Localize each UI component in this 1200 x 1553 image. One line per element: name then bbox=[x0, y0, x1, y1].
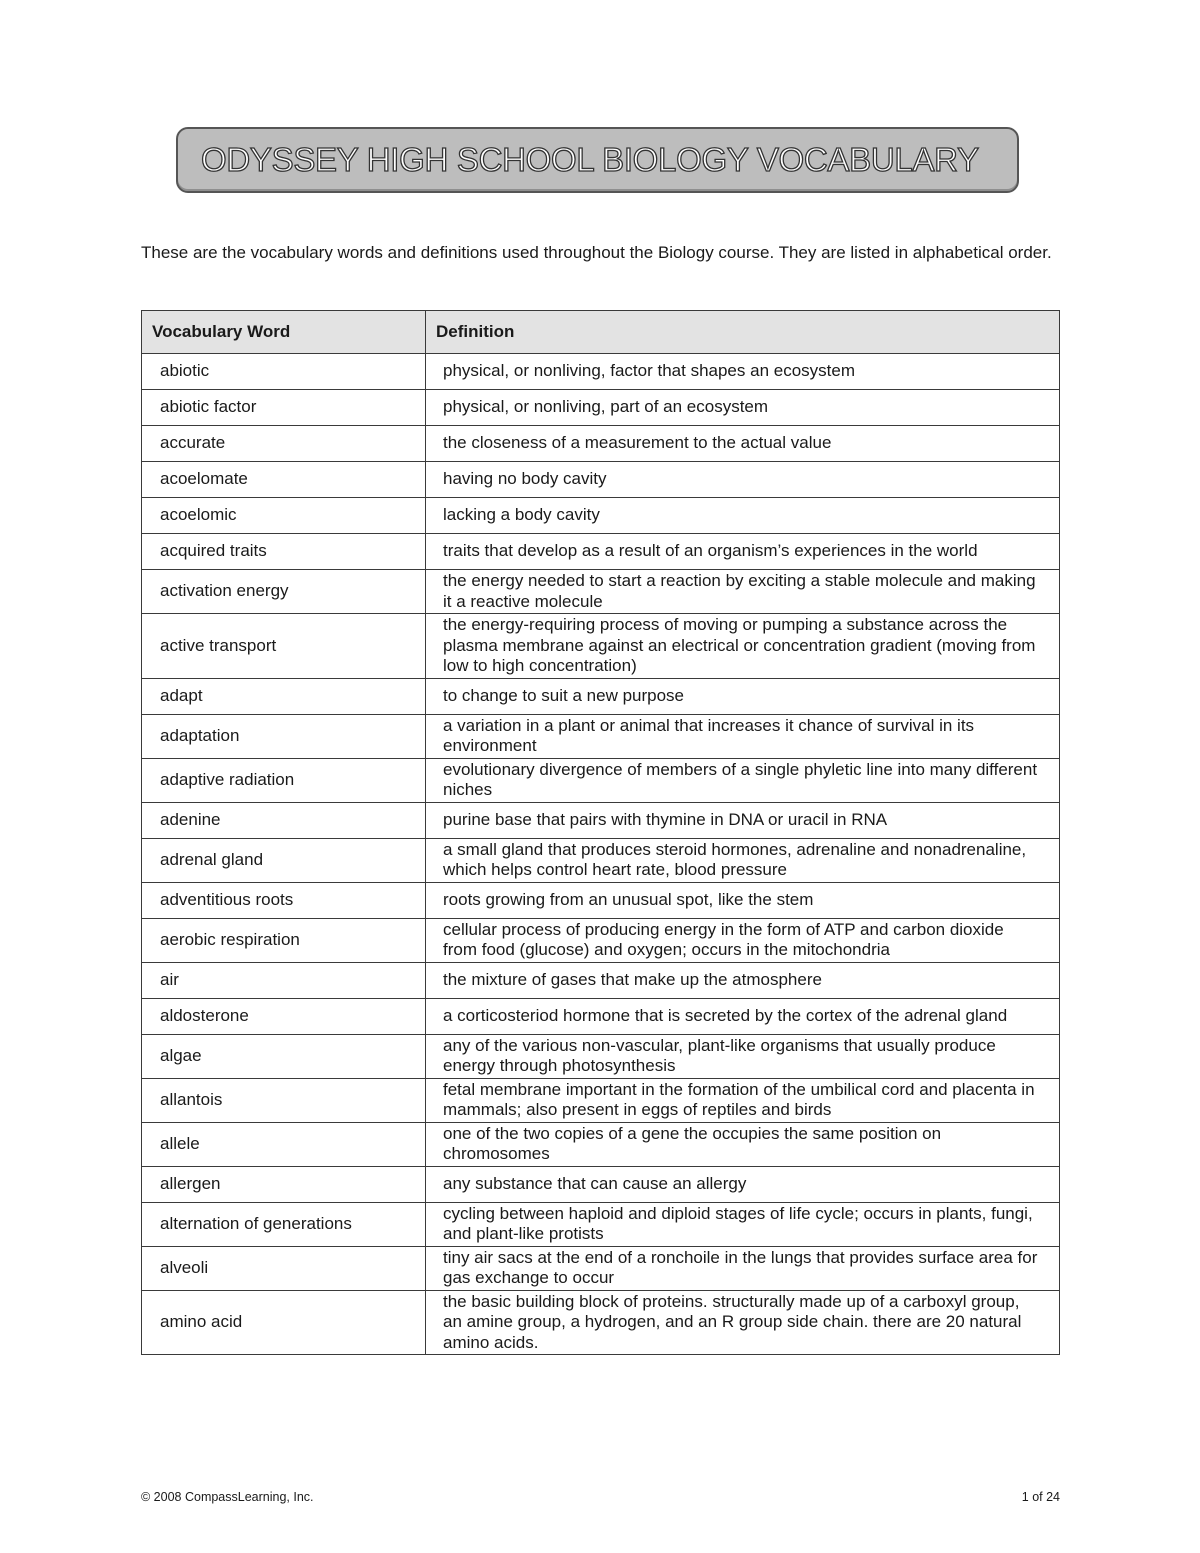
vocabulary-word-cell: adventitious roots bbox=[142, 882, 426, 918]
vocabulary-word-cell: adaptive radiation bbox=[142, 758, 426, 802]
table-row bbox=[142, 1202, 1060, 1246]
table-row bbox=[142, 614, 1060, 679]
table-row bbox=[142, 390, 1060, 426]
definition-cell: the mixture of gases that make up the atmosphere bbox=[426, 962, 1060, 998]
table-row bbox=[142, 1290, 1060, 1355]
table-row bbox=[142, 534, 1060, 570]
table-row bbox=[142, 354, 1060, 390]
vocabulary-word-cell: allele bbox=[142, 1122, 426, 1166]
definition-cell: physical, or nonliving, factor that shapes an ecosystem bbox=[426, 354, 1060, 390]
definition-cell: evolutionary divergence of members of a single phyletic line into many different niches bbox=[426, 758, 1060, 802]
definition-cell: a small gland that produces steroid hormones, adrenaline and nonadrenaline, which helps control heart rate, blood pressure bbox=[426, 838, 1060, 882]
definition-cell: having no body cavity bbox=[426, 462, 1060, 498]
vocabulary-word-cell: adapt bbox=[142, 678, 426, 714]
vocabulary-word-cell: adrenal gland bbox=[142, 838, 426, 882]
vocabulary-word-cell: air bbox=[142, 962, 426, 998]
vocabulary-word-cell: allantois bbox=[142, 1078, 426, 1122]
vocabulary-word-cell: alveoli bbox=[142, 1246, 426, 1290]
table-row bbox=[142, 1166, 1060, 1202]
document-title: ODYSSEY HIGH SCHOOL BIOLOGY VOCABULARY bbox=[201, 141, 979, 178]
table-row bbox=[142, 838, 1060, 882]
definition-cell: traits that develop as a result of an organism’s experiences in the world bbox=[426, 534, 1060, 570]
definition-cell: purine base that pairs with thymine in DNA or uracil in RNA bbox=[426, 802, 1060, 838]
definition-cell: cycling between haploid and diploid stages of life cycle; occurs in plants, fungi, and plant-like protists bbox=[426, 1202, 1060, 1246]
definition-cell: the energy-requiring process of moving or pumping a substance across the plasma membrane against an electrical or concentration gradient (moving from low to high concentration) bbox=[426, 614, 1060, 679]
definition-cell: a corticosteriod hormone that is secreted by the cortex of the adrenal gland bbox=[426, 998, 1060, 1034]
definition-cell: the energy needed to start a reaction by exciting a stable molecule and making it a reactive molecule bbox=[426, 570, 1060, 614]
vocabulary-word-cell: acquired traits bbox=[142, 534, 426, 570]
table-row bbox=[142, 426, 1060, 462]
definition-cell: one of the two copies of a gene the occupies the same position on chromosomes bbox=[426, 1122, 1060, 1166]
definition-cell: fetal membrane important in the formation of the umbilical cord and placenta in mammals; also present in eggs of reptiles and birds bbox=[426, 1078, 1060, 1122]
table-row bbox=[142, 998, 1060, 1034]
table-row bbox=[142, 462, 1060, 498]
table-row bbox=[142, 498, 1060, 534]
vocabulary-word-cell: adaptation bbox=[142, 714, 426, 758]
definition-cell: the basic building block of proteins. structurally made up of a carboxyl group, an amine group, a hydrogen, and an R group side chain. there are 20 natural amino acids. bbox=[426, 1290, 1060, 1355]
definition-cell: lacking a body cavity bbox=[426, 498, 1060, 534]
column-header-definition: Definition bbox=[426, 311, 1060, 354]
table-row bbox=[142, 802, 1060, 838]
vocabulary-word-cell: alternation of generations bbox=[142, 1202, 426, 1246]
vocabulary-word-cell: aldosterone bbox=[142, 998, 426, 1034]
vocabulary-word-cell: adenine bbox=[142, 802, 426, 838]
table-row bbox=[142, 758, 1060, 802]
vocabulary-word-cell: active transport bbox=[142, 614, 426, 679]
vocabulary-word-cell: acoelomate bbox=[142, 462, 426, 498]
table-row bbox=[142, 918, 1060, 962]
footer-copyright: © 2008 CompassLearning, Inc. bbox=[141, 1490, 314, 1504]
vocabulary-word-cell: amino acid bbox=[142, 1290, 426, 1355]
vocabulary-table-body bbox=[142, 354, 1060, 1355]
table-row bbox=[142, 1122, 1060, 1166]
column-header-word: Vocabulary Word bbox=[142, 311, 426, 354]
vocabulary-word-cell: allergen bbox=[142, 1166, 426, 1202]
vocabulary-word-cell: accurate bbox=[142, 426, 426, 462]
table-row bbox=[142, 1034, 1060, 1078]
table-row bbox=[142, 570, 1060, 614]
table-row bbox=[142, 882, 1060, 918]
definition-cell: a variation in a plant or animal that increases it chance of survival in its environment bbox=[426, 714, 1060, 758]
definition-cell: any substance that can cause an allergy bbox=[426, 1166, 1060, 1202]
vocabulary-word-cell: activation energy bbox=[142, 570, 426, 614]
vocabulary-word-cell: abiotic factor bbox=[142, 390, 426, 426]
table-row bbox=[142, 714, 1060, 758]
vocabulary-table bbox=[141, 310, 1060, 1355]
vocabulary-word-cell: algae bbox=[142, 1034, 426, 1078]
definition-cell: to change to suit a new purpose bbox=[426, 678, 1060, 714]
vocabulary-word-cell: aerobic respiration bbox=[142, 918, 426, 962]
intro-paragraph: These are the vocabulary words and definitions used throughout the Biology course. They are listed in alphabetical order. bbox=[141, 243, 1052, 262]
vocabulary-word-cell: abiotic bbox=[142, 354, 426, 390]
table-row bbox=[142, 1078, 1060, 1122]
footer-page-number: 1 of 24 bbox=[1021, 1490, 1060, 1504]
definition-cell: physical, or nonliving, part of an ecosystem bbox=[426, 390, 1060, 426]
table-header-row bbox=[142, 311, 1060, 354]
table-row bbox=[142, 962, 1060, 998]
definition-cell: any of the various non-vascular, plant-like organisms that usually produce energy through photosynthesis bbox=[426, 1034, 1060, 1078]
table-row bbox=[142, 678, 1060, 714]
title-banner bbox=[176, 127, 1019, 193]
definition-cell: tiny air sacs at the end of a ronchoile in the lungs that provides surface area for gas exchange to occur bbox=[426, 1246, 1060, 1290]
vocabulary-word-cell: acoelomic bbox=[142, 498, 426, 534]
definition-cell: cellular process of producing energy in the form of ATP and carbon dioxide from food (glucose) and oxygen; occurs in the mitochondria bbox=[426, 918, 1060, 962]
table-row bbox=[142, 1246, 1060, 1290]
definition-cell: roots growing from an unusual spot, like the stem bbox=[426, 882, 1060, 918]
definition-cell: the closeness of a measurement to the actual value bbox=[426, 426, 1060, 462]
